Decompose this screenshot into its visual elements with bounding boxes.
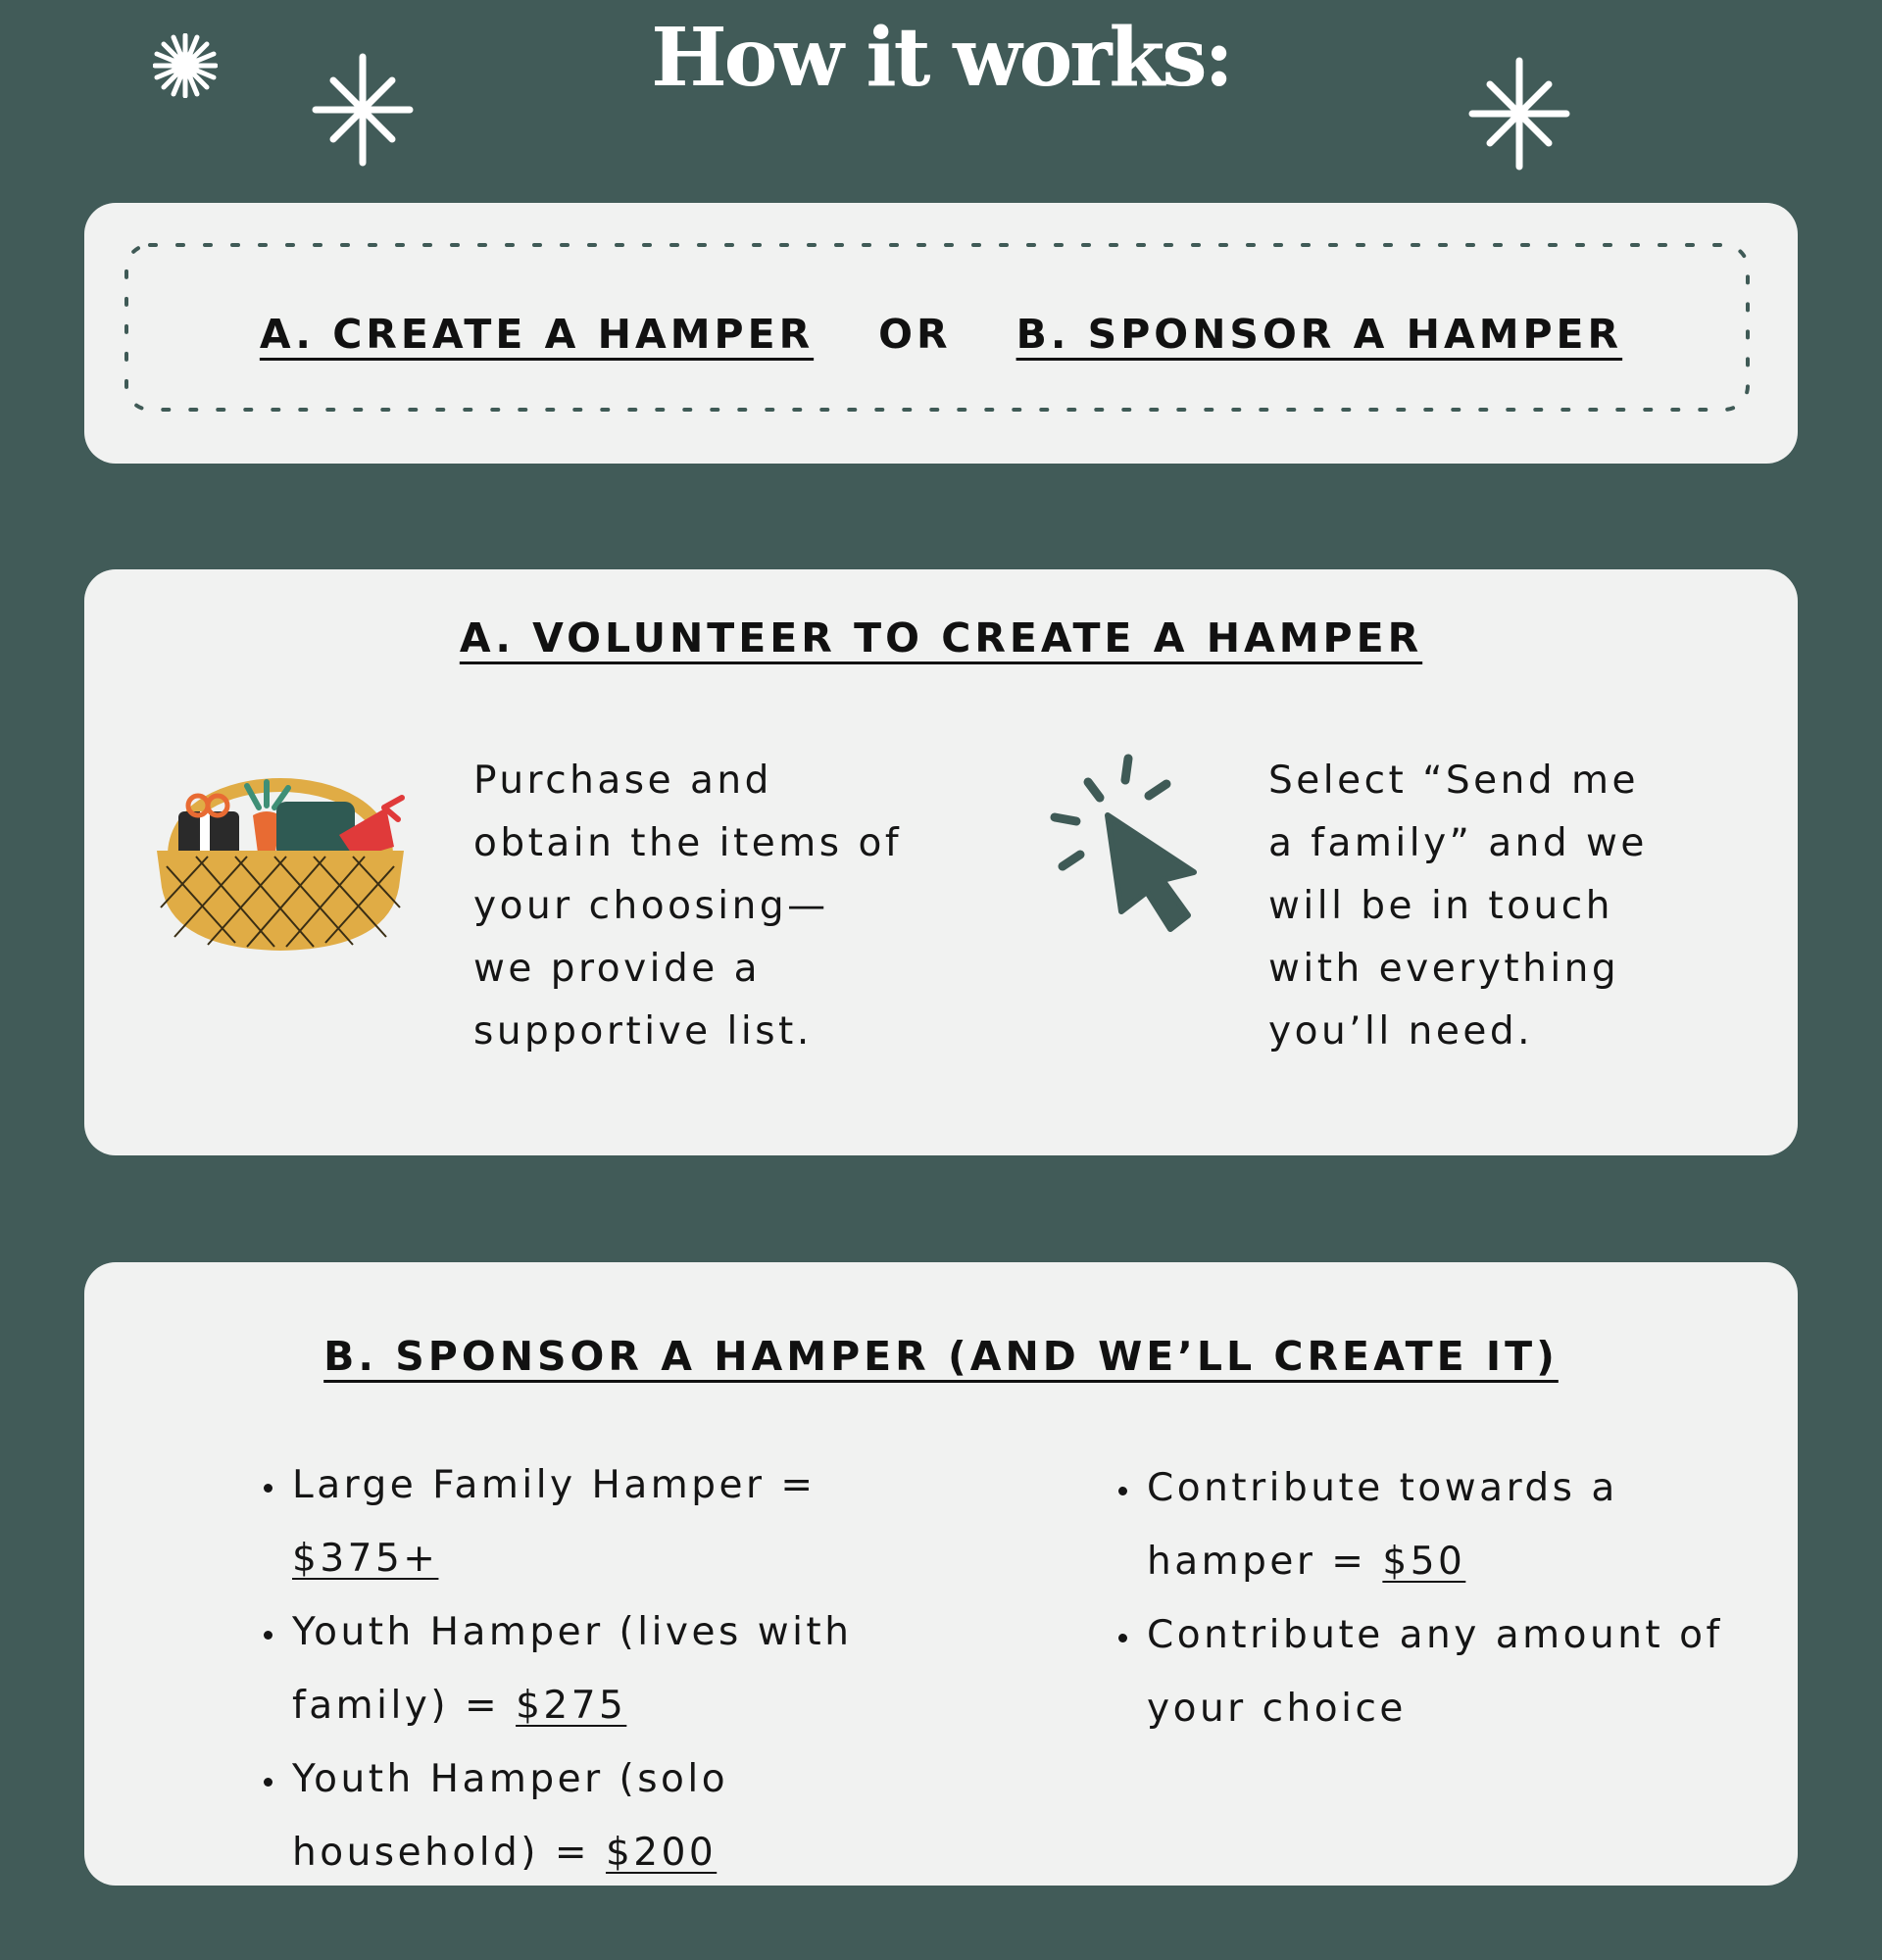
page-title: How it works: [651,11,1231,105]
price-link[interactable]: $275 [516,1684,627,1728]
list-item: • Youth Hamper (solo household) = $200 [288,1742,916,1889]
hamper-price-list [255,1448,916,1889]
price-link[interactable]: $200 [605,1831,718,1875]
sponsor-heading: B. SPONSOR A HAMPER (AND WE’LL CREATE IT) [323,1333,1559,1380]
choice-card [84,203,1798,464]
gift-basket-icon [153,751,408,956]
step-purchase-text: Purchase and obtain the items of your choosing— we provide a supportive list. [473,759,903,1054]
volunteer-card [84,569,1798,1155]
sponsor-hamper-link[interactable]: B. SPONSOR A HAMPER [1015,311,1623,358]
price-link[interactable]: $375+ [292,1537,439,1581]
list-item: • Contribute any amount of your choice [1143,1598,1751,1745]
choice-row [84,305,1798,364]
sparkle-icon [312,53,414,167]
mouse-cursor-icon [1045,749,1221,945]
starburst-icon [153,33,218,98]
list-item: • Large Family Hamper = $375+ [288,1448,916,1595]
step-select-text: Select “Send me a family” and we will be in touch with everything you’ll need. [1268,759,1648,1054]
price-link[interactable]: $50 [1382,1540,1466,1584]
or-separator: OR [878,311,952,358]
create-hamper-link[interactable]: A. CREATE A HAMPER [259,311,815,358]
contribution-list [1110,1451,1751,1745]
sparkle-icon [1468,57,1570,171]
list-item: • Youth Hamper (lives with family) = $275 [288,1595,916,1742]
volunteer-heading: A. VOLUNTEER TO CREATE A HAMPER [459,614,1423,662]
sponsor-card [84,1262,1798,1886]
list-item: • Contribute towards a hamper = $50 [1143,1451,1751,1598]
